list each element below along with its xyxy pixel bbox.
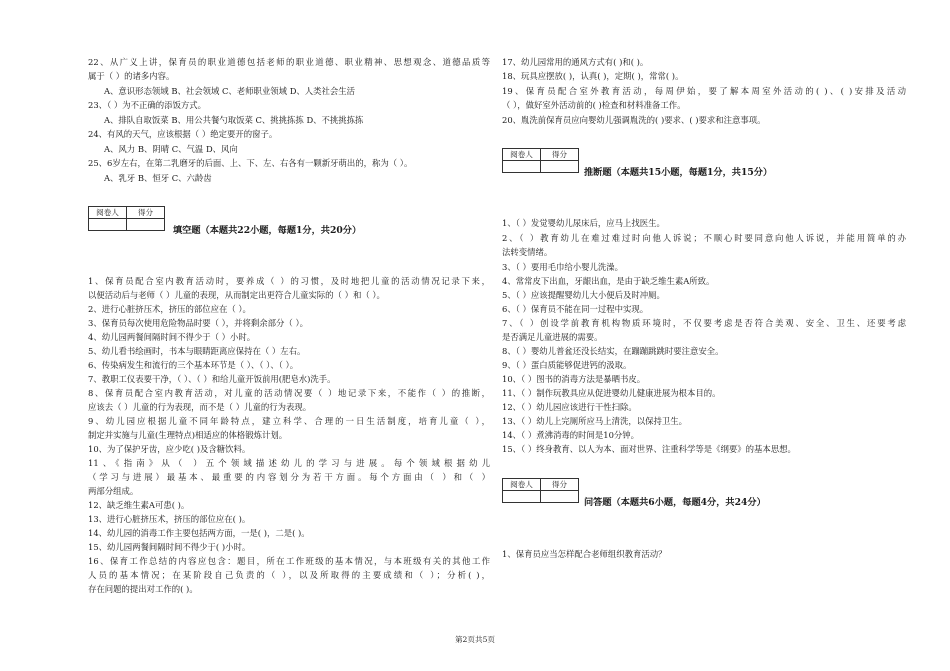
question-line: 7、（ ）创设学前教育机构物质环境时，不仅要考虑是否符合美观、安全、卫生、还要考虑 xyxy=(502,318,906,328)
question-line: 应该去（ ）儿童的行为表现，而不是（ ）儿童的行为表现。 xyxy=(88,402,312,412)
option-line: A、乳牙 B、恒牙 C、六龄齿 xyxy=(104,173,212,183)
question-line: 25、6岁左右，在第二乳磨牙的后面、上、下、左、右各有一颗新牙萌出的，称为（ ）。 xyxy=(88,158,413,168)
option-line: A、排队自取饭菜 B、用公共餐勺取饭菜 C、挑挑拣拣 D、不挑挑拣拣 xyxy=(104,115,364,125)
question-line: 以便活动后与老师（ ）儿童的表现，从而制定出更符合儿童实际的（ ）和（ ）。 xyxy=(88,290,385,300)
score-box xyxy=(502,148,579,173)
option-line: A、意识形态领域 B、社会领域 C、老师职业领域 D、人类社会生活 xyxy=(104,86,356,96)
question-line: 11、（ ）制作玩教具应从促进婴幼儿健康进展为根本目的。 xyxy=(502,388,721,398)
question-line: 7、教职工仪表要干净，（ ）、（ ）和给儿童开饭前用(肥皂水)洗手。 xyxy=(88,374,336,384)
question-line: 两部分组成。 xyxy=(88,486,139,496)
score-cell xyxy=(541,161,579,173)
question-line: 15、幼儿园两餐间隔时间不得少于( )小时。 xyxy=(88,542,251,552)
question-line: 1、保育员配合室内教育活动时，要养成（ ）的习惯，及时地把儿童的活动情况记录下来， xyxy=(88,276,490,286)
question-line: 10、（ ）图书的消毒方法是暴晒书皮。 xyxy=(502,374,646,384)
score-box xyxy=(502,478,579,503)
section-title-true-false: 推断题（本题共15小题，每题1分，共15分） xyxy=(584,167,773,178)
question-line: 17、幼儿园常用的通风方式有( )和( )。 xyxy=(502,57,649,67)
option-line: A、风力 B、阴晴 C、气温 D、风向 xyxy=(104,144,238,154)
score-label: 得分 xyxy=(541,149,579,161)
question-line: 15、（ ）终身教育、以人为本、面对世界、注重科学等是《纲要》的基本思想。 xyxy=(502,444,796,454)
score-cell xyxy=(541,491,579,503)
question-line: 8、保育员配合室内教育活动，对儿童的活动情况要（ ）地记录下来，不能作（ ）的推断， xyxy=(88,388,490,398)
reviewer-cell xyxy=(503,491,541,503)
section-title-qa: 问答题（本题共6小题，每题4分，共24分） xyxy=(584,497,766,508)
question-line: 4、幼儿园两餐间隔时间不得少于（ ）小时。 xyxy=(88,332,256,342)
reviewer-label: 阅卷人 xyxy=(89,207,127,219)
page-footer: 第2页共5页 xyxy=(454,635,496,644)
question-line: 3、保育员每次使用危险物品时要（ ），并将剩余部分（ ）。 xyxy=(88,318,309,328)
question-line: 13、进行心脏挤压术，挤压的部位应在( )。 xyxy=(88,514,251,524)
question-line: 14、幼儿园的消毒工作主要包括两方面，一是( )，二是( )。 xyxy=(88,528,310,538)
question-line: （学习与进展）最基本、最重要的内容划分为若干方面。每个方面由（ ）和（ ） xyxy=(88,472,490,482)
question-line: 12、（ ）幼儿园应该进行干性扫除。 xyxy=(502,402,637,412)
question-line: 5、（ ）应该提醒婴幼儿大小便后及时冲厕。 xyxy=(502,290,665,300)
question-line: 9、幼儿园应根据儿童不同年龄特点，建立科学、合理的一日生活制度，培育儿童（ ）， xyxy=(88,416,490,426)
question-line: 属于（ ）的诸多内容。 xyxy=(88,71,175,81)
question-line: 4、常常皮下出血，牙龈出血，是由于缺乏维生素A所致。 xyxy=(502,276,715,286)
question-line: 11、《指南》从（ ）五个领域描述幼儿的学习与进展。每个领域根据幼儿 xyxy=(88,458,490,468)
question-line: 6、（ ）保育员不能在同一过程中实现。 xyxy=(502,304,649,314)
score-box xyxy=(88,206,165,231)
question-line: 20、胤洗前保育员应向婴幼儿强调胤洗的( )要求、( )要求和注意事项。 xyxy=(502,115,766,125)
question-line: 3、（ ）要用毛巾给小婴儿洗澡。 xyxy=(502,262,624,272)
score-label: 得分 xyxy=(127,207,165,219)
question-line: （ ），做好室外活动前的( )检查和材料准备工作。 xyxy=(502,100,686,110)
reviewer-label: 阅卷人 xyxy=(503,149,541,161)
question-line: 2、（ ）教育幼儿在难过难过时向他人诉说；不顺心时要同意向他人诉说，并能用简单的办 xyxy=(502,233,906,243)
question-line: 23、（ ）为不正确的添饭方式。 xyxy=(88,100,206,110)
question-line: 1、保育员应当怎样配合老师组织教育活动？ xyxy=(502,549,667,559)
reviewer-cell xyxy=(89,219,127,231)
question-line: 8、（ ）婴幼儿普盆还没长结实，在蹦蹦跳跳时要注意安全。 xyxy=(502,346,724,356)
score-label: 得分 xyxy=(541,479,579,491)
question-line: 法转变情绪。 xyxy=(502,247,553,257)
section-title-fill-blank: 填空题（本题共22小题，每题1分，共20分） xyxy=(173,225,362,236)
question-line: 6、传染病发生和流行的三个基本环节是（ ）、（ ）、（ ）。 xyxy=(88,360,299,370)
question-line: 人员的基本情况；在某阶段自己负责的（ ），以及所取得的主要成绩和（ ）；分析( )， xyxy=(88,570,490,580)
question-line: 16、保育工作总结的内容应包含：题目，所在工作班级的基本情况，与本班级有关的其他工作 xyxy=(88,556,490,566)
question-line: 2、进行心脏挤压术，挤压的部位应在（ ）。 xyxy=(88,304,251,314)
question-line: 22、从广义上讲，保育员的职业道德包括老师的职业道德、职业精神、思想观念、道德品质等 xyxy=(88,57,490,67)
question-line: 10、为了保护牙齿，应少吃( )及含糖饮料。 xyxy=(88,444,251,454)
reviewer-label: 阅卷人 xyxy=(503,479,541,491)
question-line: 12、缺乏维生素A可患( )。 xyxy=(88,500,190,510)
question-line: 13、（ ）幼儿上完厕所应马上清洗，以保持卫生。 xyxy=(502,416,687,426)
question-line: 制定并实施与儿童(生理特点)相适应的体格锻炼计划。 xyxy=(88,430,288,440)
question-line: 是否满足儿童进展的需要。 xyxy=(502,332,603,342)
reviewer-cell xyxy=(503,161,541,173)
question-line: 5、幼儿看书绘画时，书本与眼睛距离应保持在（ ）左右。 xyxy=(88,346,306,356)
question-line: 存在问题的提出对工作的( )。 xyxy=(88,584,198,594)
question-line: 9、（ ）蛋白质能够促进钙的汲取。 xyxy=(502,360,632,370)
score-cell xyxy=(127,219,165,231)
question-line: 1、（ ）发觉婴幼儿尿床后，应马上找医生。 xyxy=(502,218,665,228)
question-line: 19、保育员配合室外教育活动，每周伊始，要了解本周室外活动的( )、( )安排及活动 xyxy=(502,86,906,96)
question-line: 14、（ ）煮沸消毒的时间是10分钟。 xyxy=(502,430,640,440)
question-line: 24、有风的天气，应该根据（ ）绝定要开的窗子。 xyxy=(88,129,278,139)
question-line: 18、玩具应摆放( )，认真( )，定期( )，常常( )。 xyxy=(502,71,684,81)
